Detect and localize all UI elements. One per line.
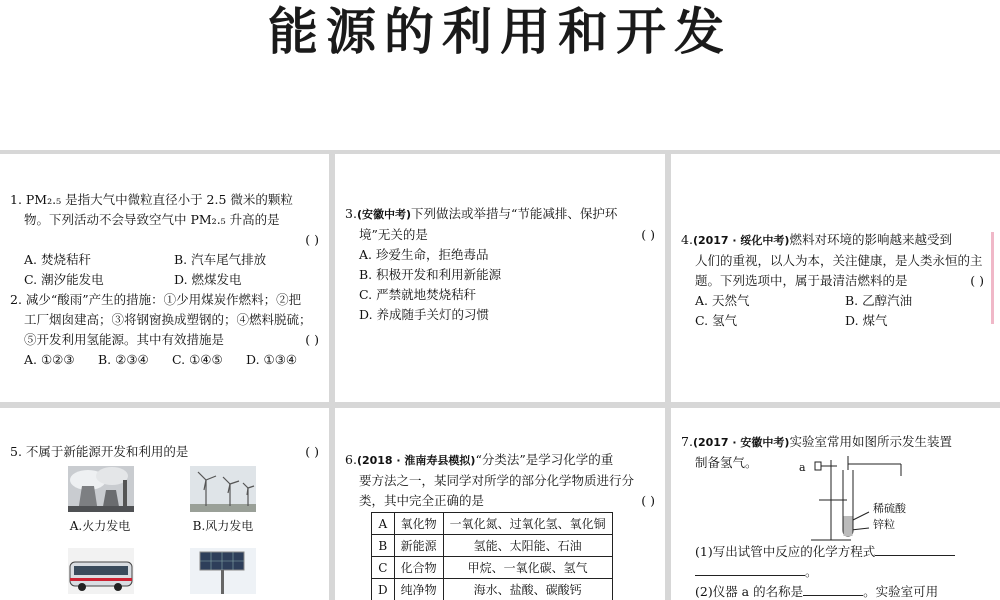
q6-answer-paren: ( )	[641, 493, 655, 508]
q1-text-line-1: 1. PM₂.₅ 是指大气中微粒直径小于 2.5 微米的颗粒	[10, 192, 293, 207]
q2-option-c: C. ①④⑤	[172, 352, 223, 367]
q2-answer-paren: ( )	[305, 332, 319, 347]
answer-blank[interactable]	[803, 583, 863, 596]
question-panel-4	[671, 154, 1000, 402]
q3-option-b: B. 积极开发和利用新能源	[359, 267, 502, 282]
q5-caption-a: A.火力发电	[69, 519, 131, 533]
q1-option-c: C. 潮汐能发电	[24, 272, 104, 287]
q3-text-line-1: 下列做法或举措与“节能减排、保护环	[411, 206, 618, 221]
question-panel-5	[0, 408, 329, 600]
row-category: 氧化物	[394, 513, 443, 535]
q2-text-line-2: 工厂烟囱建高；③将钢窗换成塑钢的；④燃料脱硫；	[24, 312, 312, 327]
row-items: 甲烷、一氧化碳、氢气	[443, 557, 612, 579]
thermal-power-plant-image	[68, 466, 134, 512]
q7-text-line-1: 实验室常用如图所示发生装置	[789, 434, 952, 449]
question-1	[10, 190, 319, 290]
answer-blank[interactable]	[875, 543, 955, 556]
q6-text-line-2: 要方法之一，某同学对所学的部分化学物质进行分	[359, 473, 635, 488]
row-category: 化合物	[394, 557, 443, 579]
q3-answer-paren: ( )	[641, 227, 655, 242]
q6-number: 6.	[345, 452, 357, 467]
classification-table	[371, 512, 613, 600]
q3-number: 3.	[345, 206, 357, 221]
row-items: 海水、盐酸、碳酸钙	[443, 579, 612, 600]
table-row	[372, 535, 613, 557]
table-row	[372, 513, 613, 535]
q4-answer-paren: ( )	[970, 273, 984, 288]
q4-option-c: C. 氢气	[695, 313, 738, 328]
q2-text-line-1: 2. 减少“酸雨”产生的措施：①少用煤炭作燃料；②把	[10, 292, 302, 307]
q4-option-b: B. 乙醇汽油	[845, 293, 913, 308]
row-items: 氢能、太阳能、石油	[443, 535, 612, 557]
q5-text-line-1: 5. 不属于新能源开发和利用的是	[10, 444, 189, 459]
q4-number: 4.	[681, 232, 693, 247]
q5-caption-b: B.风力发电	[192, 519, 254, 533]
q3-text-line-2: 境”无关的是	[359, 227, 428, 242]
q3-source: (安徽中考)	[356, 208, 411, 221]
q7-sub1-end: 。	[805, 564, 818, 579]
q7-sub1-text: (1)写出试管中反应的化学方程式	[695, 544, 876, 559]
q7-sub2-end: 。实验室可用	[863, 584, 939, 599]
q2-text-line-3: ⑤开发利用氢能源。其中有效措施是	[24, 332, 225, 347]
row-key: C	[372, 557, 395, 579]
row-key: D	[372, 579, 395, 600]
q2-option-b: B. ②③④	[98, 352, 149, 367]
answer-blank[interactable]	[695, 563, 805, 576]
q7-text-line-2: 制备氢气。	[695, 455, 758, 470]
label-zinc-granules: 锌粒	[873, 518, 895, 531]
page-title: 能源的利用和开发	[268, 3, 732, 61]
q7-sub2-text: (2)仪器 a 的名称是	[695, 584, 804, 599]
table-row	[372, 557, 613, 579]
solar-street-light-image	[190, 548, 256, 594]
question-5	[10, 442, 319, 462]
row-key: A	[372, 513, 395, 535]
row-category: 纯净物	[394, 579, 443, 600]
q7-subquestions	[681, 542, 990, 600]
question-panel-3	[335, 154, 665, 402]
q1-answer-paren: ( )	[305, 232, 319, 247]
q6-text-line-1: “分类法”是学习化学的重	[475, 452, 614, 467]
q6-text-line-3: 类，其中完全正确的是	[359, 493, 485, 508]
q1-text-line-2: 物。下列活动不会导致空气中 PM₂.₅ 升高的是	[24, 212, 280, 227]
q4-text-line-2: 人们的重视，以人为本，关注健康，是人类永恒的主	[695, 253, 983, 268]
row-items: 一氧化氮、过氧化氢、氧化铜	[443, 513, 612, 535]
q6-source: (2018 · 淮南寿县模拟)	[356, 454, 476, 467]
q2-option-a: A. ①②③	[24, 352, 75, 367]
q5-answer-paren: ( )	[305, 444, 319, 459]
question-4	[681, 230, 984, 331]
question-6	[345, 450, 655, 511]
q3-option-c: C. 严禁就地焚烧秸秆	[359, 287, 477, 302]
row-category: 新能源	[394, 535, 443, 557]
table-row	[372, 579, 613, 600]
question-2	[10, 290, 319, 370]
q4-source: (2017 · 绥化中考)	[692, 234, 790, 247]
row-key: B	[372, 535, 395, 557]
question-panel-7	[671, 408, 1000, 600]
q1-option-d: D. 燃煤发电	[174, 272, 242, 287]
question-panel-6	[335, 408, 665, 600]
q1-option-b: B. 汽车尾气排放	[174, 252, 267, 267]
q3-option-a: A. 珍爱生命，拒绝毒品	[359, 247, 489, 262]
label-dilute-sulfuric-acid: 稀硫酸	[873, 502, 906, 515]
q7-number: 7.	[681, 434, 693, 449]
q1-option-a: A. 焚烧秸秆	[24, 252, 91, 267]
q3-option-d: D. 养成随手关灯的习惯	[359, 307, 490, 322]
q2-option-d: D. ①③④	[246, 352, 298, 367]
question-panel-1	[0, 154, 329, 402]
hydrogen-apparatus-diagram	[791, 456, 931, 546]
q4-option-a: A. 天然气	[695, 293, 750, 308]
bus-image	[68, 548, 134, 594]
wind-power-image	[190, 466, 256, 512]
q4-text-line-3: 题。下列选项中，属于最清洁燃料的是	[695, 273, 908, 288]
scroll-indicator	[991, 232, 994, 324]
q4-text-line-1: 燃料对环境的影响越来越受到	[789, 232, 952, 247]
q7-source: (2017 · 安徽中考)	[692, 436, 790, 449]
q4-option-d: D. 煤气	[845, 313, 888, 328]
apparatus-label-a: a	[799, 461, 806, 474]
question-3	[345, 204, 655, 325]
